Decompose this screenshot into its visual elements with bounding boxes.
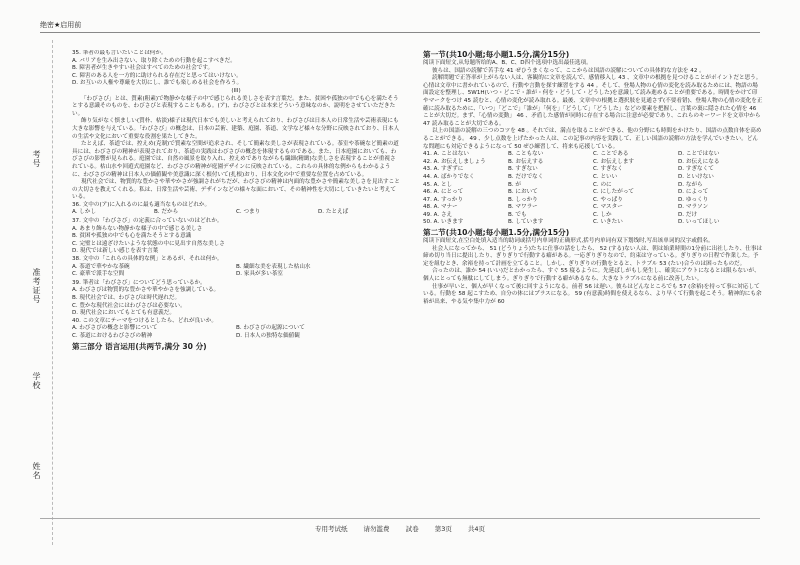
choice: B. が	[508, 181, 521, 188]
q39-option: B. 現代社会では、わびさびは時代遅れだ。	[72, 295, 181, 301]
q40-stem: 40. この文章にテーマをつけるとしたら、どれが良いか。	[72, 317, 217, 324]
choice: D. ことではない	[678, 151, 720, 158]
choice: D. といけない	[678, 173, 714, 180]
q48-options	[423, 204, 763, 212]
choice: 42. A. お伝えしましょう	[423, 158, 486, 165]
choice: C. いきたい	[593, 219, 623, 226]
page-footer	[0, 524, 800, 533]
q36-options	[72, 209, 400, 217]
section2-instructions: 阅读下面短文,在空白处填入适当的助词或括号内单词的正确形式,括号内单词有双下划线时,写出该单词的汉字或假名。	[423, 238, 714, 245]
passage-paragraph: 現代社会では、物質的な豊かさや華やかさが強調されがちだが、わびさびの精神は内面的な豊かさや簡素な美しさを見出すことの大切さを教えてくれる。私は、日常生活や芸術、デザインなどの様々な面において、その精神性を大切にしていきたいと考えている。	[72, 179, 400, 201]
q40-option: A. わびさびの概念と影響について	[72, 325, 158, 332]
sidebar-name: 姓名	[32, 462, 41, 480]
choice: C. にしたがって	[593, 189, 635, 196]
section1-instructions: 阅读下面短文,从每题所给的A、B、C、D四个选项中选出最佳选项。	[423, 60, 592, 66]
choice: 50. A. いきます	[423, 219, 464, 226]
q44-options	[423, 174, 763, 182]
q40-option: D. 日本人の独特な価値観	[236, 332, 300, 339]
sidebar-class: 考号	[32, 150, 41, 168]
passage-paragraph: 飾り気がなく慎ましい(質朴、枯淡)様子は現代日本でも美しいと考えられており、わびさびは日本人の日常生活や芸術表現にも大きな影響を与えている。「わびさび」の概念は、日本の芸術、建築、庭園、茶道、文学など様々な分野に反映されており、日本人の生活や文化において重要な役割を果たしてきた。	[72, 118, 400, 140]
section1-paragraph: 彼らは、国語の読解で苦手な 41 ぜひうまくなって、ここからは国語の読解についての具体的な方法を 42 。	[431, 67, 705, 74]
section2-paragraph: 合ったのは、誰か 54 (いい)だとわかったら、すぐ 55 寝るように。先延ばしがもし発生し、確実にアウトになるとは限らないが、個人にとっても無駄にしてしまう。ぎりぎりで行動する癖があるなら、大きなトラブルになる前に改善したい。	[423, 268, 760, 283]
left-column	[72, 50, 400, 505]
choice: D. いってほしい	[678, 219, 720, 226]
choice: B. マワラー	[508, 204, 538, 211]
q37-option: A. あまり飾らない物静かな様子の中で感じる美しさ	[72, 225, 203, 232]
choice: 45. A. とし	[423, 181, 453, 188]
choice: D. だけ	[678, 211, 698, 218]
choice: B. しています	[508, 219, 544, 226]
q40-options	[72, 325, 400, 340]
choice: B. において	[508, 189, 538, 196]
q41-options	[423, 151, 763, 159]
choice: C. マスター	[593, 204, 623, 211]
choice: B. お伝えする	[508, 158, 544, 165]
choice: C. やっぱり	[593, 196, 623, 203]
q35-option: A. バリアを生み出さない、取り除くための行動を起こすべきだ。	[72, 57, 236, 64]
q45-options	[423, 182, 763, 190]
choice: D. によって	[678, 189, 709, 196]
q39-option: D. 現代社会においてもとても有意義だ。	[72, 310, 175, 317]
footer-page: 第3页	[434, 525, 452, 533]
q36-stem: 36. 文中の(ア)に入れるのに最も適当なものはどれか。	[72, 201, 211, 208]
choice: 47. A. すっかり	[423, 196, 463, 203]
q35-option: C. 障害のある人を一方的に助けられる存在だと思ってはいけない。	[72, 72, 242, 79]
q46-options	[423, 189, 763, 197]
choice: B. こともない	[508, 151, 544, 158]
q37-option: D. 現代では新しい感じを表す言葉	[72, 248, 159, 255]
right-column	[423, 50, 763, 505]
q40-option: B. わびさびの起源について	[236, 325, 305, 332]
choice: B. すぎない	[508, 166, 538, 173]
q35-option: B. 障害者が生きやすい社会はすべてのための社会です。	[72, 65, 214, 72]
passage-paragraph: たとえば、茶道では、控えめ(克制)で質素な空間が追求され、そして簡素な美しさが表現されている。茶室や茶碗など簡素の道具には、わびさびの精神が表現されており、茶道の実践はわびさびの概念を体現するものである。また、日本庭園においても、わびさびの影響が見られる。庭園では、自然の風景を取り入れ、控えめでありながらも繊細(精緻)な美しさを表現することが重視されている。枯山水や回遊式庭園など、わびさびの精神が庭園デザインに反映されている。これらの具体的な例からもわかるように、わびさびの精神は日本人の価値観や美意識に深く根付いて(扎根)おり、日本文化の中で重要な位置を占めている。	[72, 141, 399, 178]
choice: 43. A. すぎずに	[423, 166, 464, 173]
q35-option: D. お互いの人権や尊厳を大切にし、誰でも楽しめる社会を作ろう。	[72, 80, 243, 87]
q43-options	[423, 166, 763, 174]
choice: D. マラソン	[678, 204, 709, 211]
sidebar-exam-id: 准考证号	[32, 268, 41, 304]
footer-kind: 試卷	[405, 525, 419, 533]
page-header	[40, 20, 760, 32]
choice: D. ゆっくり	[678, 196, 709, 203]
choice: B. でも	[508, 211, 527, 218]
section2-paragraph: 仕事が早いと、個人が早くなって後に回すようになる。前者 56 は遅い。彼らはどんなところでも 57 (余裕)を持って事に対応している。行動を 58 起こすため、自分の体にはプラスになる。 59 (有意義)時間を使えるなら、より早くて行動を起こそう。精神的にも余裕が出来、やる気や集中力が 60	[423, 283, 762, 305]
q39-option: C. 豊かな現代社会にはわびさびは必要ない。	[72, 302, 186, 309]
choice: C. お伝えします	[593, 158, 635, 165]
footer-rule	[40, 518, 760, 519]
choice: 41. A. ことはない	[423, 151, 469, 158]
q50-options	[423, 219, 763, 227]
q39-option: A. わびさびは物質的な豊かさや華やかさを強調している。	[72, 287, 220, 294]
q38-option: C. 豪華で派手な空間	[72, 271, 125, 278]
header-rule	[40, 32, 760, 33]
q38-option: A. 茶道で華やかな茶碗	[72, 263, 130, 270]
binding-line	[52, 40, 53, 545]
section1-paragraph: 以上の国語の読解の三つのコツを 48 。それでは、満点を取ることができる、他の分野にも時間をかけたり、国語の点数自体を高めることができる。 49 、少し点数を上げたかった人は、この記事の内容を実践して、正しい国語の読解の方法を学んでいきたい。どんな問題にも対応できるようになって 50 ぜひ練習して、将来も応援している。	[423, 128, 762, 150]
choice: 49. A. さえ	[423, 211, 453, 218]
q36-option: D. たとえば	[318, 209, 349, 216]
choice: B. しっかり	[508, 196, 538, 203]
passage-paragraph: 「わびさび」とは、質素(粗素)で物静かな様子の中で感じられる美しさを表す言葉だ。また、貧困や孤独の中でも心を満たそうとする意識そのものを、わびさびと表現することもある。(ア)、わびさびとは本来どういう意味なのか、説明をさせていただきたい。	[72, 95, 399, 117]
footer-total: 共4页	[467, 525, 486, 533]
choice: D. すぎなくて	[678, 166, 714, 173]
q37-stem: 37. 文中の「わびさび」の定義に合っていないのはどれか。	[72, 218, 223, 225]
choice: C. といい	[593, 173, 618, 180]
choice: 46. A. にとって	[423, 189, 464, 196]
choice: C. しか	[593, 211, 612, 218]
choice: 48. A. マナー	[423, 204, 458, 211]
q36-option: B. だから	[154, 209, 179, 216]
choice: D. お伝えになる	[678, 158, 720, 165]
q38-stem: 38. 文中の「これらの具体的な例」とあるが、それは何か。	[72, 256, 223, 263]
q38-option: D. 家具が多い茶室	[236, 271, 284, 278]
choice: C. すぎなく	[593, 166, 623, 173]
q38-options	[72, 264, 400, 279]
q38-option: B. 繊細な美を表現した枯山水	[236, 263, 311, 270]
section2-heading: 第二节(共10小题;每小题1.5分,满分15分)	[423, 228, 570, 238]
section1-paragraph: 読解問題で正答率が上がらない人は、客観的に文章を読んで、感情移入し 43 、文章中の根拠を見つけることがポイントだと思う。心情は文章中に書かれているので、行動や言動を探す練習をする 44 。そして、登場人物の心情の変化を読み取るためには、物語の場面設定を整理し、5W1H(いつ・どこで・誰が・何を・どうして・どうした)を意識して読み進めることが重要である。時間をかけて印やマークをつけ 45 読むと、心情の変化が読み取れる。最後、文章中の根拠と選択肢を見通さず(不要看错)、登場人物の心情の変化を正確に読み取るために、「いつ」「どこで」「誰が」「何を」「どうして」「どうした」などの要素を把握し、言葉の裏に隠された心情を 46 ことが大切だ。まず、「心情の変動」 46 、矛盾した感情が同時に存在する場合に注意が必要であり、これらのキーワードを文章中から 47 読み取ることが大切である。	[423, 75, 763, 127]
q36-option: A. しかし	[72, 209, 97, 216]
q36-option: C. つまり	[236, 209, 261, 216]
sidebar-school: 学校	[32, 372, 41, 390]
q39-stem: 39. 筆者は「わびさび」についてどう思っているか。	[72, 279, 206, 286]
q35-stem: 35. 筆者の最も言いたいことは何か。	[72, 50, 167, 56]
q40-option: C. 茶道におけるわびさびの精神	[72, 332, 153, 339]
choice: 44. A. ばかりでなく	[423, 173, 475, 180]
choice: C. のに	[593, 181, 612, 188]
q37-option: B. 貧困や孤独の中でも心を満たそうとする意識	[72, 233, 192, 240]
section2-paragraph: 社会人になってから、 51 (どうりょう)たちに仕事の話をしたら、 52 (する)ない人は、朝は始業時間の1分前に出社したり、仕事は締め切り当日に提出したり、ぎりぎりで行動する癖がある。一応ぎりぎりなので、約束は守っている。ぎりぎりの日程で作業した。予定を組むとき、余裕を持って計画を立てること。しかし、ぎりぎりの行動をとると、トラブル 53 (たい)合うのは困ったものだ。	[423, 245, 763, 267]
choice: C. ことである	[593, 151, 629, 158]
section1-heading: 第一节(共10小题;每小题1.5分,满分15分)	[423, 50, 570, 59]
footer-ban: 请勿滥费	[363, 525, 390, 533]
choice: B. だけでなく	[508, 173, 544, 180]
footer-exam: 专用考试纸	[314, 525, 348, 533]
part3-heading: 第三部分 语言运用(共两节,满分 30 分)	[72, 341, 207, 351]
confidential-label: 绝密★启用前	[40, 21, 82, 29]
passage-label: (III)	[231, 87, 241, 94]
q37-option: C. 完璧とは遠ざけたいような状態の中に見出す自然な美しさ	[72, 240, 225, 247]
choice: D. ながら	[678, 181, 703, 188]
